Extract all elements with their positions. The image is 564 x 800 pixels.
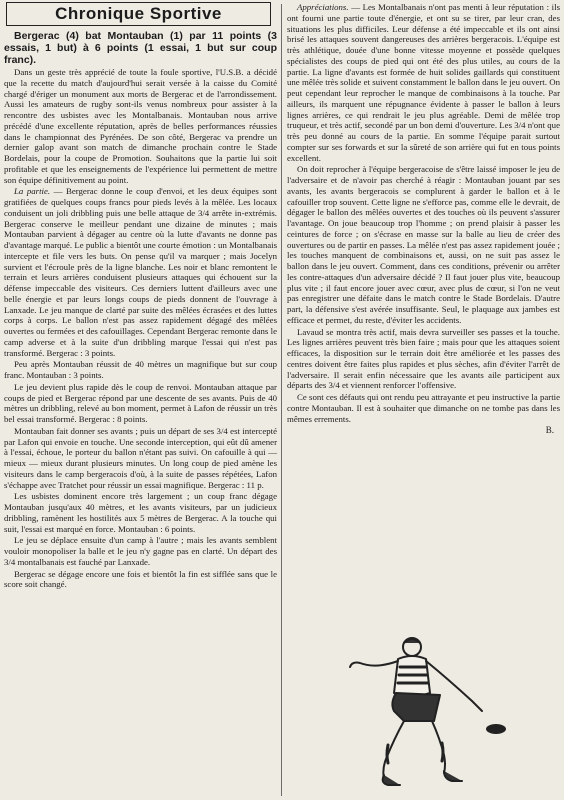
rugby-player-illustration — [300, 625, 550, 795]
paragraph: Les usbistes dominent encore très largement ; un coup franc dégage Montauban jusqu'aux 40 mètres, et les avants visiteurs, par un judicieux dribbling, ramènent les hostilités aux 5 mètres de Bergerac. A la touche qui suit, l'essai est marqué en force. Montauban : 6 points. — [4, 491, 277, 534]
section-label: Appréciations. — [297, 2, 349, 12]
paragraph: Dans un geste très apprécié de toute la foule sportive, l'U.S.B. a décidé que la recette du match d'aujourd'hui serait versée à la caisse du Comité chargé d'ériger un monument aux morts de Bergerac et de l'arrondissement. Aussi les amateurs de rugby sont-ils venus nombreux pour assister à la rencontre des usbistes avec les Montalbanais. Montauban nous arrive précédé d'une excellente réputation, après de belles performances réussies dans le championnat des Pyrénées. De son côté, Bergerac va prendre un dernier galop avant son match de dimanche prochain contre le Stade Bordelais, pour la coupe de Promotion. Souhaitons que la partie lui soit profitable et que les enseignements de l'expérience lui permettent de mettre son équipe définitivement au point. — [4, 67, 277, 185]
paragraph-text: Les Montalbanais n'ont pas menti à leur réputation : ils ont fourni une partie toute d'énergie, et ont su se tirer, par leur cran, des situations les plus difficiles. Leur défense a été impeccable et ils ont ainsi brisé les attaques souvent dangereuses des arrières bergeracois. L'équipe est très athlétique, douée d'une bonne vitesse moyenne et possède quelques spécialistes des coups de pied qui ont été des plus utiles, au cours de la partie. La ligne d'avants est formée de huit solides gaillards qui constituent une mêlée très solide et suivent constamment le ballon dans le jeu ouvert. On peut cependant leur reprocher le manque de combinaisons à la touche. Par ailleurs, ils marquent une répugnance évidente à passer le ballon à leurs lignes arrières, ce qui rendrait le jeu plus agréable. Demi de mêlée trop truqueur, et très actif, secondé par un bon demi d'ouverture. Les 3/4 n'ont que très peu donné au cours de la partie. En somme l'équipe parait surtout compter sur ses forwards et sur la sûreté de son arrière qui fut en tous points excellent. — [287, 2, 560, 163]
paragraph: Lavaud se montra très actif, mais devra surveiller ses passes et la touche. Les lignes arrières peuvent très bien faire ; mais pour que les attaques soient efficaces, la disposition sur le terrain doit être améliorée et les passes des centres doivent être faites plus rapides et plus sèches, afin d'éviter l'arrêt de l'adversaire. Il serait enfin nécessaire que les avants aile participent aux départs des 3/4 et viennent renforcer l'offensive. — [287, 326, 560, 391]
paragraph-text: Bergerac donne le coup d'envoi, et les deux équipes sont gratifiées de quelques coups francs pour pieds levés à la mêlée. Les locaux conduisent un joli dribbling puis une belle attaque de 3/4 arrête in-extrémis. Bergerac conserve le meilleur pendant une dizaine de minutes ; mais Montauban parvient à dégager au centre où la lutte d'avants ne donne pas d'avantage marqué. Le public a bientôt une courte émotion : un Montalbanais intercepte et file vers les buts. On pense qu'il va marquer ; mais Jocelyn survient et l'écroule près de la ligne blanche. Les noir et blanc remontent le terrain et leurs arrières conduisent plusieurs attaques qui échouent sur la défense impeccable des visiteurs. Ces derniers luttent d'ailleurs avec une belle énergie et par leurs longs coups de pieds donnent de l'ouvrage à Lanxade. Le jeu manque de clarté par suite des mêlées écrasées et des luttes corps à corps. Le ballon n'est pas assez rapidement dégagé des mêlées ouvertes ou fermées et des cafouillages. Cependant Bergerac remonte dans le camp adverse et à la suite d'un dribbling marque l'essai qui n'est pas transformé. Bergerac : 3 points. — [4, 186, 278, 358]
heading-box — [6, 2, 271, 26]
paragraph: Peu après Montauban réussit de 40 mètres un magnifique but sur coup franc. Montauban : 3 points. — [4, 359, 277, 380]
right-column — [287, 2, 560, 436]
paragraph: Ce sont ces défauts qui ont rendu peu attrayante et peu instructive la partie contre Montauban. Il est à souhaiter que dimanche on ne tombe pas dans les mêmes errements. — [287, 392, 560, 424]
paragraph: La partie. — Bergerac donne le coup d'envoi, et les deux équipes sont gratifiées de quelques coups francs pour pieds levés à la mêlée. Les locaux conduisent un joli dribbling puis une belle attaque de 3/4 arrête in-extrémis. Bergerac conserve le meilleur pendant une dizaine de minutes ; mais Montauban parvient à dégager au centre où la lutte d'avants ne donne pas d'avantage marqué. Le public a bientôt une courte émotion : un Montalbanais intercepte et file vers les buts. On pense qu'il va marquer ; mais Jocelyn survient et l'écroule près de la ligne blanche. Les noir et blanc remontent le terrain et leurs arrières conduisent plusieurs attaques qui échouent sur la défense impeccable des visiteurs. Ces derniers luttent d'ailleurs avec une belle énergie et par leurs longs coups de pieds donnent de l'ouvrage à Lanxade. Le jeu manque de clarté par suite des mêlées écrasées et des luttes corps à corps. Le ballon n'est pas assez rapidement dégagé des mêlées ouvertes ou fermées et des cafouillages. Cependant Bergerac remonte dans le camp adverse et à la suite d'un dribbling marque l'essai qui n'est pas transformé. Bergerac : 3 points. — [4, 186, 278, 358]
paragraph: Le jeu devient plus rapide dès le coup de renvoi. Montauban attaque par coups de pied et Bergerac répond par une descente de ses avants. Puis de 40 mètres un dribbling, relevé au bon moment, permet à Lafon de réussir un très bel essai transformé. Bergerac : 8 points. — [4, 381, 277, 424]
column-divider — [281, 4, 282, 796]
result-summary: Bergerac (4) bat Montauban (1) par 11 points (3 essais, 1 but) à 6 points (1 essai, 1 but sur coup franc). — [4, 30, 277, 66]
author-signature: B. — [545, 425, 554, 436]
paragraph: Montauban fait donner ses avants ; puis un départ de ses 3/4 est intercepté par Lafon qui envoie en touche. Une seconde interception, qui eût dû amener à l'essai, échoue, le porteur du ballon n'étant pas suivi. On cafouille à qui — mieux — mieux durant plusieurs minutes. Un long coup de pied amène les visiteurs dans le camp bergeracois d'où, à la suite de passes répétées, Lafon s'échappe avec Tratchet pour réussir un essai magnifique. Bergerac : 11 p. — [4, 425, 277, 490]
paragraph: Le jeu se déplace ensuite d'un camp à l'autre ; mais les avants semblent vouloir monopoliser la balle et le jeu n'y gagne pas en clarté. Un départ des 3/4 montalbanais est fauché par Lanxade. — [4, 535, 277, 567]
paragraph: Appréciations. — Les Montalbanais n'ont pas menti à leur réputation : ils ont fourni une partie toute d'énergie, et ont su se tirer, par leur cran, des situations les plus difficiles. Leur défense a été impeccable et ils ont ainsi brisé les attaques souvent dangereuses des arrières bergeracois. L'équipe est très athlétique, douée d'une bonne vitesse moyenne et possède quelques spécialistes des coups de pied qui ont été des plus utiles, au cours de la partie. La ligne d'avants est formée de huit solides gaillards qui constituent une mêlée très solide et suivent constamment le ballon dans le jeu ouvert. On peut cependant leur reprocher le manque de combinaisons à la touche. Par ailleurs, ils marquent une répugnance évidente à passer le ballon à leurs lignes arrières, ce qui rendrait le jeu plus agréable. Demi de mêlée trop truqueur, et très actif, secondé par un bon demi d'ouverture. Les 3/4 n'ont que très peu donné au cours de la partie. En somme l'équipe parait surtout compter sur ses forwards et sur la sûreté de son arrière qui fut en tous points excellent. — [287, 2, 560, 163]
article-heading: Chronique Sportive — [55, 4, 222, 23]
paragraph: Bergerac se dégage encore une fois et bientôt la fin est sifflée sans que le score soit changé. — [4, 568, 277, 590]
paragraph: On doit reprocher à l'équipe bergeracoise de s'être laissé imposer le jeu de l'adversaire et de n'avoir pas cherché à réagir : Montauban jouant par ses avants, les avants bergeracois se complurent à garder le ballon et à le cafouiller trop souvent. Cette ligne ne s'efforce pas, comme elle le devrait, de dégager le ballon des mêlées ouvertes et des touches où ils peuvent s'assurer l'avantage. On joue beaucoup trop l'homme ; on prend plaisir à passer les ceintures de force ; on s'écrase en masse sur la balle au lieu de créer des ouvertures ou de partir en passes. La mêlée n'est pas assez rapidement jouée ; les touches manquent de combinaisons et, aussi, on ne suit pas assez le ballon dans le jeu ouvert. Comment, dans ces conditions, prévenir ou arrêter les contre-attaques d'un adversaire décidé ? Il faut jouer plus vite, beaucoup plus vite ; il faut encore jouer avec cœur, avec plus de cœur, si l'on ne veut pas enregistrer une défaite dans le match contre le Stade Bordelais. D'autre part, la défensive s'est avérée insuffisante. Seul, le plaquage aux jambes est efficace et permet, du reste, d'éviter les accidents. — [287, 164, 560, 325]
left-column — [4, 2, 277, 591]
section-label: La partie. — [14, 186, 51, 197]
